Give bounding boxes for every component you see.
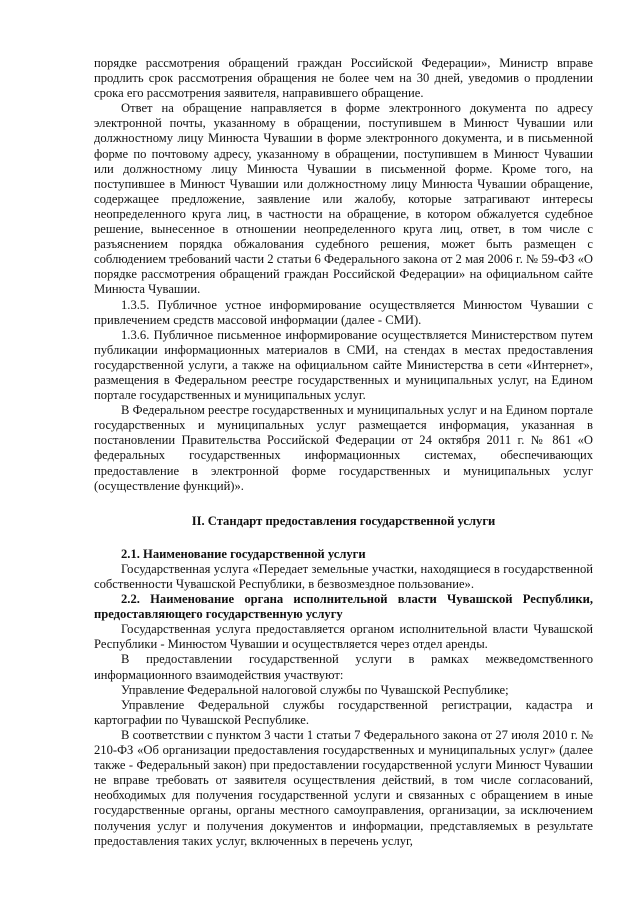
subsection-title: 2.1. Наименование государственной услуги xyxy=(121,546,366,561)
paragraph: В предоставлении государственной услуги в рамках межведомственного информационного взаимодействия участвуют: xyxy=(94,652,593,682)
paragraph: 1.3.5. Публичное устное информирование осуществляется Минюстом Чувашии с привлечением средств массовой информации (далее - СМИ). xyxy=(94,297,593,327)
paragraph: В Федеральном реестре государственных и муниципальных услуг и на Едином портале государственных и муниципальных услуг размещается информация, указанная в постановлении Правительства Российской Федерации от 24 октября 2011 г. № 861 «О федеральных государственных информационных системах, обеспечивающих предоставление в электронной форме государственных и муниципальных услуг (осуществление функций)». xyxy=(94,403,593,493)
paragraph: 1.3.6. Публичное письменное информирование осуществляется Министерством путем публикации информационных материалов в СМИ, на стендах в местах предоставления государственной услуги, а также на официальном сайте Министерства в сети «Интернет», размещения в Федеральном реестре государственных и муниципальных услуг, на Едином портале государственных и муниципальных услуг. xyxy=(94,327,593,403)
paragraph: Ответ на обращение направляется в форме электронного документа по адресу электронной почты, указанному в обращении, поступившем в Минюст Чувашии или должностному лицу Минюста Чувашии в форме электронного документа, и в письменной форме по почтовому адресу, указанному в обращении, поступившем в Минюст Чувашии или должностному лицу Минюста Чувашии в письменной форме. Кроме того, на поступившее в Минюст Чувашии или должностному лицу Минюста Чувашии обращение, содержащее предложение, заявление или жалобу, которые затрагивают интересы неопределенного круга лиц, в частности на обращение, в котором обжалуется судебное решение, вынесенное в отношении неопределенного круга лиц, ответ, в том числе с разъяснением порядка обжалования судебного решения, может быть размещен с соблюдением требований части 2 статьи 6 Федерального закона от 2 мая 2006 г. № 59-ФЗ «О порядке рассмотрения обращений граждан Российской Федерации» на официальном сайте Минюста Чувашии. xyxy=(94,101,593,297)
paragraph: порядке рассмотрения обращений граждан Российской Федерации», Министр вправе продлить срок рассмотрения обращения не более чем на 30 дней, уведомив о продлении срока его рассмотрения заявителя, направившего обращение. xyxy=(94,56,593,101)
subsection-title: 2.2. Наименование органа исполнительной власти Чувашской Республики, предоставляющего государственную услугу xyxy=(94,592,593,622)
paragraph: Государственная услуга «Передает земельные участки, находящиеся в государственной собственности Чувашской Республики, в безвозмездное пользование». xyxy=(94,561,593,591)
section-heading: II. Стандарт предоставления государственной услуги xyxy=(191,513,496,528)
paragraph: Управление Федеральной налоговой службы по Чувашской Республике; xyxy=(121,682,509,697)
paragraph: В соответствии с пунктом 3 части 1 статьи 7 Федерального закона от 27 июля 2010 г. № 210-ФЗ «Об организации предоставления государственных и муниципальных услуг» (далее также - Федеральный закон) при предоставлении государственной услуги Минюст Чувашии не вправе требовать от заявителя осуществления действий, в том числе согласований, необходимых для получения государственной услуги и связанных с обращением в иные государственные органы, органы местного самоуправления, организации, за исключением получения услуг и получения документов и информации, представляемых в результате предоставления таких услуг, включенных в перечень услуг, xyxy=(94,727,593,848)
paragraph: Государственная услуга предоставляется органом исполнительной власти Чувашской Республики - Минюстом Чувашии и осуществляется через отдел аренды. xyxy=(94,622,593,652)
paragraph: Управление Федеральной службы государственной регистрации, кадастра и картографии по Чувашской Республике. xyxy=(94,697,593,727)
